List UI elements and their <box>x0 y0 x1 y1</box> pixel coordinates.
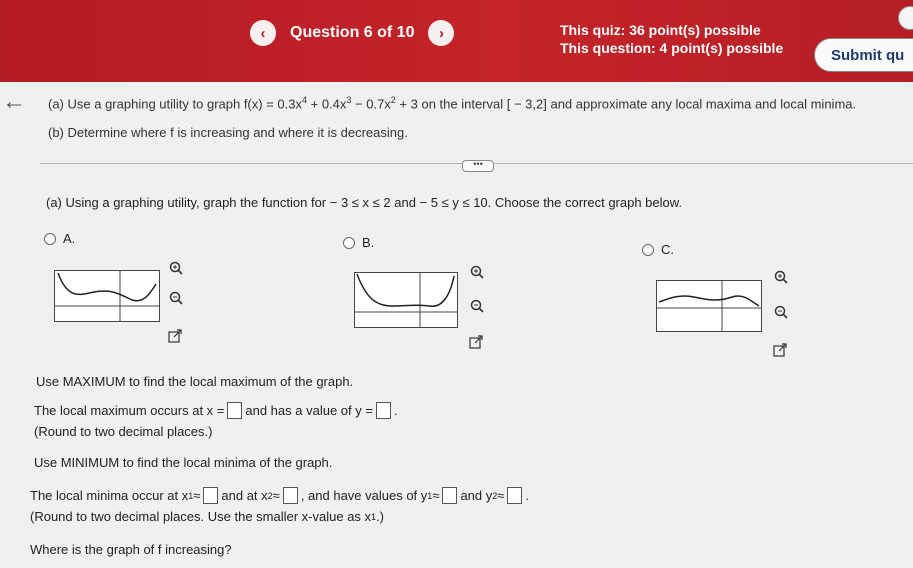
expand-graph-icon[interactable] <box>165 326 185 346</box>
minimum-sub-4: 2 <box>492 490 498 501</box>
option-c-radio[interactable] <box>642 244 654 256</box>
question-part-a <box>48 95 856 111</box>
option-a-radio[interactable] <box>44 233 56 245</box>
prompt-exponent-1: 4 <box>301 95 307 105</box>
expand-more-button[interactable]: ••• <box>462 160 494 172</box>
option-b-graph <box>354 272 458 328</box>
question-points: This question: 4 point(s) possible <box>560 40 784 56</box>
option-a-graph <box>54 270 160 322</box>
minimum-text-3: , and have values of y <box>300 488 428 503</box>
minimum-round-text-2: .) <box>376 509 385 524</box>
option-b-radio[interactable] <box>343 237 355 249</box>
minimum-approx-4: ≈ <box>497 488 505 503</box>
option-b[interactable] <box>343 235 374 250</box>
minimum-text-2: and at x <box>221 488 268 503</box>
min-x1-input[interactable] <box>203 487 218 504</box>
increasing-question: Where is the graph of f increasing? <box>30 542 232 557</box>
minimum-round-sub: 1 <box>371 511 377 522</box>
maximum-instruction: Use MAXIMUM to find the local maximum of the graph. <box>36 374 354 389</box>
question-navigator <box>250 20 454 46</box>
option-a-label: A. <box>63 231 76 246</box>
next-question-button[interactable]: › <box>428 20 454 46</box>
question-part-b: (b) Determine where f is increasing and where it is decreasing. <box>48 125 408 140</box>
part-a-instruction: (a) Using a graphing utility, graph the function for − 3 ≤ x ≤ 2 and − 5 ≤ y ≤ 10. Choose the correct graph below. <box>46 195 683 210</box>
prompt-text-1: (a) Use a graphing utility to graph f(x) = 0.3x <box>48 96 302 112</box>
min-x2-input[interactable] <box>283 487 298 504</box>
option-c-label: C. <box>661 242 674 257</box>
minimum-approx-2: ≈ <box>272 488 280 503</box>
quiz-points: This quiz: 36 point(s) possible <box>560 22 761 38</box>
points-info <box>560 21 783 57</box>
maximum-text-1: The local maximum occurs at x = <box>34 403 225 418</box>
zoom-out-icon[interactable] <box>771 302 791 322</box>
minimum-sub-2: 2 <box>267 490 273 501</box>
quiz-header <box>0 0 913 82</box>
prompt-exponent-2: 3 <box>346 95 352 105</box>
minimum-round-text-1: (Round to two decimal places. Use the smaller x-value as x <box>30 509 372 524</box>
zoom-in-icon[interactable] <box>771 267 791 287</box>
zoom-in-icon[interactable] <box>166 258 186 278</box>
min-y2-input[interactable] <box>507 487 522 504</box>
maximum-text-2: and has a value of y = <box>245 403 373 418</box>
min-y1-input[interactable] <box>442 487 457 504</box>
zoom-out-icon[interactable] <box>467 296 487 316</box>
expand-graph-icon[interactable] <box>770 340 790 360</box>
question-title: Question 6 of 10 <box>290 24 415 41</box>
zoom-out-icon[interactable] <box>166 288 186 308</box>
max-x-input[interactable] <box>227 402 242 419</box>
prompt-text-4: + 3 on the interval [ − 3,2] and approximate any local maxima and local minima. <box>395 96 857 112</box>
minimum-round-note <box>30 509 384 524</box>
minimum-sentence <box>30 487 529 504</box>
prompt-text-2: + 0.4x <box>307 96 347 112</box>
maximum-round-note: (Round to two decimal places.) <box>34 424 213 439</box>
minimum-instruction: Use MINIMUM to find the local minima of the graph. <box>34 455 333 470</box>
prompt-text-3: − 0.7x <box>351 96 391 112</box>
minimum-sub-1: 1 <box>188 490 194 501</box>
maximum-sentence <box>34 402 398 419</box>
previous-question-button[interactable]: ‹ <box>250 20 276 46</box>
max-y-input[interactable] <box>376 402 391 419</box>
option-c-graph <box>656 280 762 332</box>
back-arrow-icon[interactable]: ← <box>2 88 26 115</box>
minimum-text-end: . <box>525 488 530 503</box>
settings-icon[interactable] <box>898 6 913 30</box>
minimum-approx-1: ≈ <box>193 488 201 503</box>
zoom-in-icon[interactable] <box>467 262 487 282</box>
expand-graph-icon[interactable] <box>466 332 486 352</box>
option-b-label: B. <box>362 235 375 250</box>
maximum-text-end: . <box>393 403 398 418</box>
prompt-exponent-3: 2 <box>390 95 396 105</box>
minimum-approx-3: ≈ <box>432 488 440 503</box>
option-c[interactable] <box>642 242 674 257</box>
minimum-text-4: and y <box>460 488 493 503</box>
minimum-text-1: The local minima occur at x <box>30 488 189 503</box>
submit-quiz-button[interactable]: Submit qu <box>814 38 913 72</box>
option-a[interactable] <box>44 231 75 246</box>
minimum-sub-3: 1 <box>427 490 433 501</box>
